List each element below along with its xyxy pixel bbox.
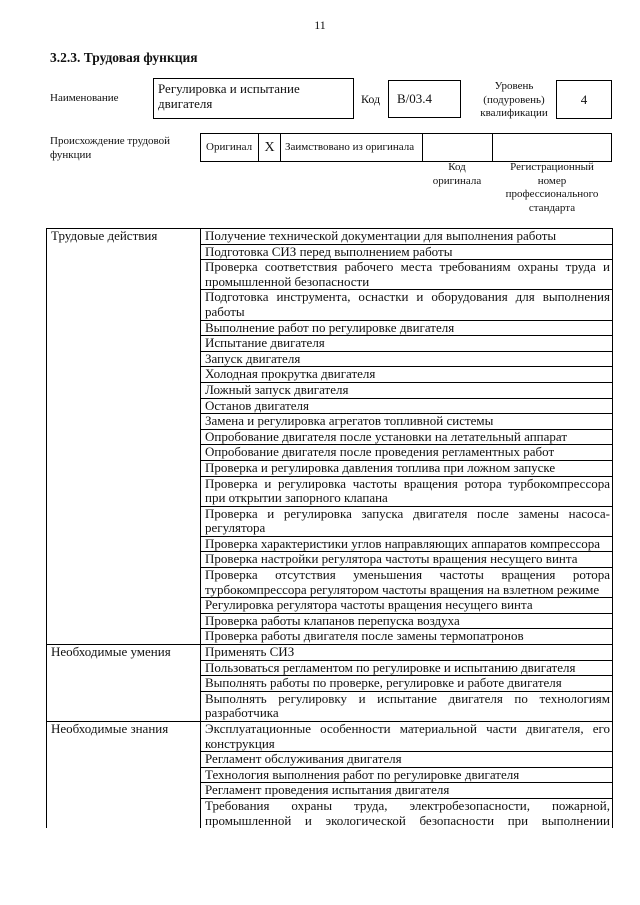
required-knowledge-item: Технология выполнения работ по регулировке двигателя	[201, 767, 613, 783]
reg-number-label: Регистрационный номер профессионального стандарта	[505, 161, 599, 214]
name-box	[153, 78, 354, 119]
required-skill-item: Пользоваться регламентом по регулировке и испытанию двигателя	[201, 660, 613, 676]
origin-original-mark: X	[264, 140, 275, 155]
labor-action-item: Проверка работы двигателя после замены термопатронов	[201, 629, 613, 645]
labor-action-item: Регулировка регулятора частоты вращения несущего винта	[201, 598, 613, 614]
required-skill-item-row	[47, 645, 613, 661]
required-knowledge-item: Требования охраны труда, электробезопасности, пожарной, промышленной и экологической безопасности при выполнении	[201, 798, 613, 828]
labor-action-item: Испытание двигателя	[201, 336, 613, 352]
origin-original-mark-cell	[258, 133, 281, 162]
labor-action-item: Проверка характеристики углов направляющих аппаратов компрессора	[201, 536, 613, 552]
origin-label: Происхождение трудовой функции	[50, 135, 171, 161]
section-title-required-skills: Необходимые умения	[47, 645, 201, 722]
name-value: Регулировка и испытание двигателя	[158, 81, 300, 111]
page-number: 11	[314, 18, 326, 32]
qualification-level-label: Уровень (подуровень) квалификации	[480, 80, 548, 119]
section-title-required-knowledge: Необходимые знания	[47, 722, 201, 829]
required-knowledge-item: Регламент обслуживания двигателя	[201, 752, 613, 768]
required-knowledge-item: Эксплуатационные особенности материальной части двигателя, его конструкция	[201, 722, 613, 752]
required-knowledge-item-row	[47, 722, 613, 752]
labor-action-item: Замена и регулировка агрегатов топливной системы	[201, 414, 613, 430]
labor-action-item-row	[47, 229, 613, 245]
labor-action-item: Проверка соответствия рабочего места требованиям охраны труда и промышленной безопасности	[201, 260, 613, 290]
labor-action-item: Проверка работы клапанов перепуска воздуха	[201, 613, 613, 629]
labor-action-item: Останов двигателя	[201, 398, 613, 414]
origin-code-cell	[422, 133, 493, 162]
labor-action-item: Получение технической документации для выполнения работы	[201, 229, 613, 245]
labor-action-item: Подготовка инструмента, оснастки и оборудования для выполнения работы	[201, 290, 613, 320]
labor-action-item: Проверка и регулировка частоты вращения ротора турбокомпрессора при открытии запорного клапана	[201, 476, 613, 506]
code-label: Код	[361, 92, 381, 106]
code-original-label: Код оригинала	[432, 161, 482, 187]
origin-borrowed-cell	[280, 133, 423, 162]
required-skill-item: Применять СИЗ	[201, 645, 613, 661]
labor-action-item: Запуск двигателя	[201, 351, 613, 367]
required-skill-item: Выполнять работы по проверке, регулировке и работе двигателя	[201, 676, 613, 692]
qualification-level-box	[556, 80, 612, 119]
labor-action-item: Опробование двигателя после проведения регламентных работ	[201, 445, 613, 461]
code-value: B/03.4	[397, 91, 433, 106]
origin-original-cell	[200, 133, 259, 162]
origin-original-label: Оригинал	[206, 141, 253, 153]
labor-action-item: Проверка и регулировка давления топлива при ложном запуске	[201, 460, 613, 476]
origin-borrowed-label: Заимствовано из оригинала	[285, 141, 415, 153]
labor-action-item: Выполнение работ по регулировке двигателя	[201, 320, 613, 336]
labor-action-item: Подготовка СИЗ перед выполнением работы	[201, 244, 613, 260]
labor-action-item: Проверка настройки регулятора частоты вращения несущего винта	[201, 552, 613, 568]
required-skill-item: Выполнять регулировку и испытание двигателя по технологиям разработчика	[201, 691, 613, 721]
name-label: Наименование	[50, 92, 119, 104]
section-heading: 3.2.3. Трудовая функция	[50, 50, 198, 65]
labor-action-item: Опробование двигателя после установки на летательный аппарат	[201, 429, 613, 445]
labor-action-item: Проверка и регулировка запуска двигателя после замены насоса-регулятора	[201, 506, 613, 536]
section-title-labor-actions: Трудовые действия	[47, 229, 201, 645]
labor-action-item: Холодная прокрутка двигателя	[201, 367, 613, 383]
labor-action-item: Проверка отсутствия уменьшения частоты вращения ротора турбокомпрессора регулятором частоты вращения на взлетном режиме	[201, 568, 613, 598]
code-box	[388, 80, 461, 118]
labor-action-item: Ложный запуск двигателя	[201, 382, 613, 398]
required-knowledge-item: Регламент проведения испытания двигателя	[201, 783, 613, 799]
labor-function-table	[46, 228, 613, 828]
origin-reg-number-cell	[492, 133, 612, 162]
qualification-level-value: 4	[580, 92, 588, 107]
labor-function-table-body	[47, 229, 613, 829]
